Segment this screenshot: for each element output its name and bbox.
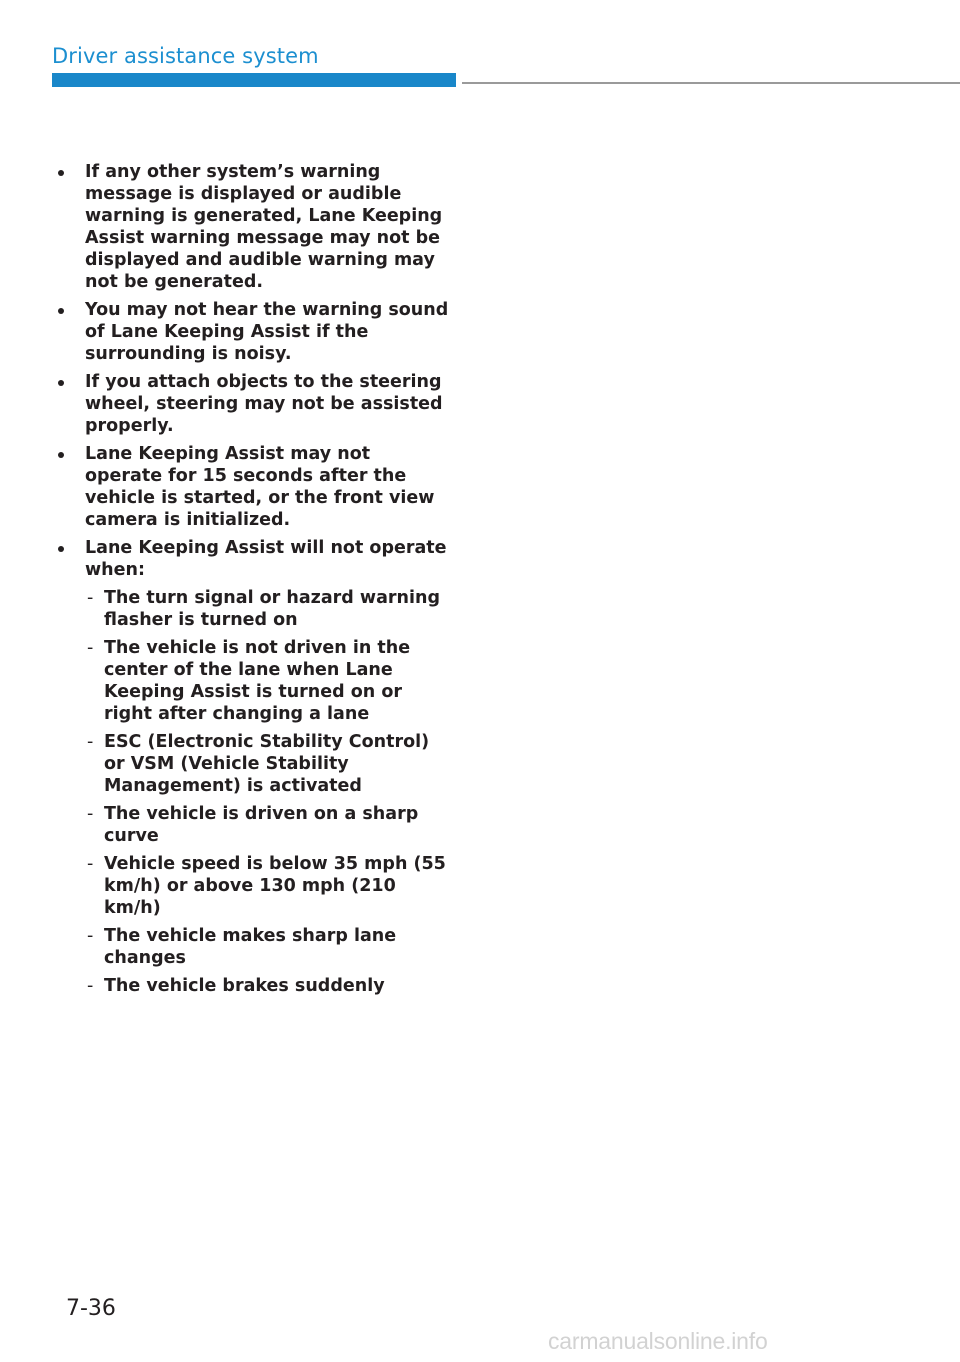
header-divider-line <box>462 82 960 84</box>
sub-item-esc-vsm <box>85 731 450 797</box>
bullet-dot-icon <box>58 546 64 552</box>
sub-item-lane-changes <box>85 925 450 969</box>
bullet-item-steering-objects <box>58 371 450 437</box>
bullet-text: You may not hear the warning sound of Lane Keeping Assist if the surrounding is noisy. <box>85 300 449 364</box>
sub-item-turn-signal <box>85 587 450 631</box>
dash-icon: - <box>87 804 94 824</box>
sub-item-text: ESC (Electronic Stability Control) or VSM (Vehicle Stability Management) is activated <box>104 732 430 796</box>
main-content <box>58 161 450 1003</box>
dash-icon: - <box>87 588 94 608</box>
sub-item-text: The turn signal or hazard warning flasher is turned on <box>104 588 440 630</box>
bullet-dot-icon <box>58 308 64 314</box>
page-number: 7-36 <box>66 1296 116 1321</box>
bullet-item-startup-delay <box>58 443 450 531</box>
section-title: Driver assistance system <box>52 44 319 68</box>
bullet-text: If any other system’s warning message is displayed or audible warning is generated, Lane Keeping Assist warning message may not be displayed and audible warning may not be generated. <box>85 162 443 292</box>
bullet-text: If you attach objects to the steering wheel, steering may not be assisted properly. <box>85 372 443 436</box>
sub-item-text: The vehicle is driven on a sharp curve <box>104 804 419 846</box>
bullet-dot-icon <box>58 452 64 458</box>
header-accent-bar <box>52 73 456 87</box>
dash-icon: - <box>87 976 94 996</box>
dash-icon: - <box>87 926 94 946</box>
bullet-text: Lane Keeping Assist may not operate for 15 seconds after the vehicle is started, or the front view camera is initialized. <box>85 444 435 530</box>
sub-item-sudden-brake <box>85 975 450 997</box>
dash-icon: - <box>87 638 94 658</box>
bullet-item-noise <box>58 299 450 365</box>
sub-item-lane-center <box>85 637 450 725</box>
bullet-item-warning-message <box>58 161 450 293</box>
bullet-dot-icon <box>58 380 64 386</box>
sub-item-text: The vehicle brakes suddenly <box>104 976 385 996</box>
sub-item-sharp-curve <box>85 803 450 847</box>
watermark: carmanualsonline.info <box>548 1328 768 1354</box>
dash-icon: - <box>87 732 94 752</box>
sub-item-text: The vehicle is not driven in the center of the lane when Lane Keeping Assist is turned on or right after changing a lane <box>104 638 411 724</box>
bullet-dot-icon <box>58 170 64 176</box>
sub-item-speed-range <box>85 853 450 919</box>
sub-item-text: The vehicle makes sharp lane changes <box>104 926 397 968</box>
condition-sublist <box>85 587 450 997</box>
sub-item-text: Vehicle speed is below 35 mph (55 km/h) or above 130 mph (210 km/h) <box>104 854 446 918</box>
bullet-item-not-operate-conditions <box>58 537 450 997</box>
dash-icon: - <box>87 854 94 874</box>
bullet-text: Lane Keeping Assist will not operate when: <box>85 538 447 580</box>
